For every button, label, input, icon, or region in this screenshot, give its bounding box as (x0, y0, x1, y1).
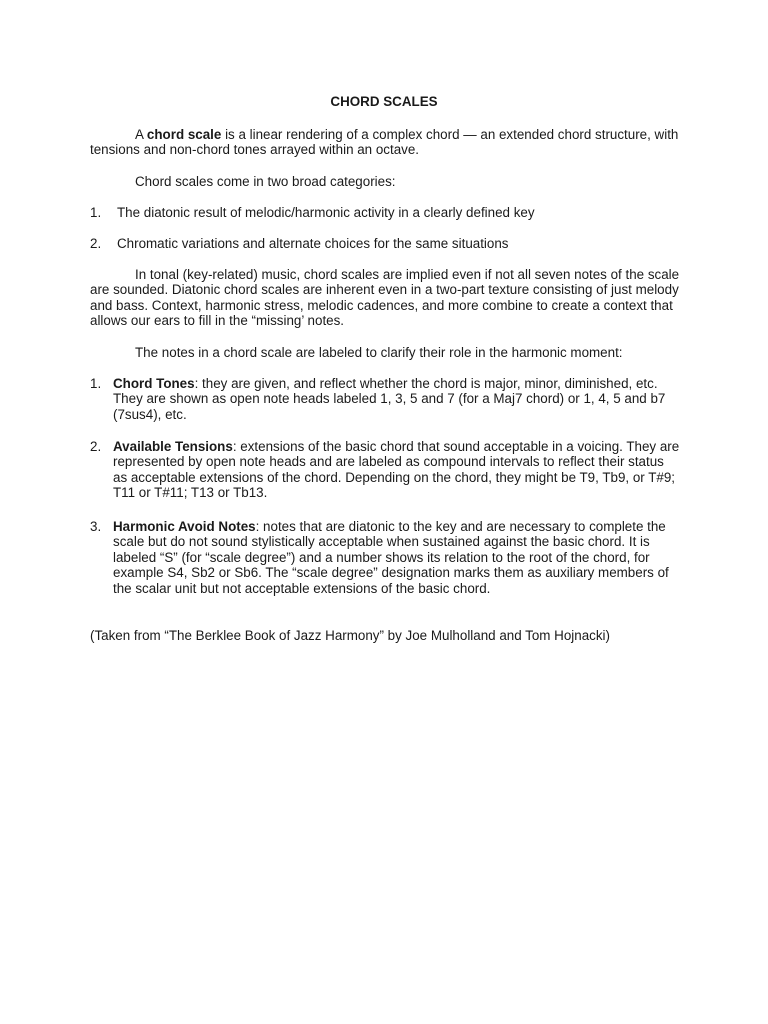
category-number: 1. (90, 205, 102, 220)
intro-pre: A (135, 127, 147, 142)
label-term: Available Tensions (113, 439, 233, 454)
label-term: Chord Tones (113, 376, 195, 391)
source-citation: (Taken from “The Berklee Book of Jazz Harmony” by Joe Mulholland and Tom Hojnacki) (90, 628, 610, 643)
label-text: : notes that are diatonic to the key and are necessary to complete the scale but do not sound stylistically acceptable when sustained against the basic chord. It is labeled “S” (for “scale degree”) and a number shows its relation to the root of the chord, for example S4, Sb2 or Sb6. The “scale degree” designation marks them as auxiliary members of the scalar unit but not acceptable extensions of the basic chord. (113, 519, 669, 596)
label-number: 3. (90, 519, 102, 534)
label-body (113, 519, 680, 596)
category-text: Chromatic variations and alternate choices for the same situations (117, 236, 509, 251)
page-title: CHORD SCALES (330, 94, 438, 109)
label-text: : they are given, and reflect whether the chord is major, minor, diminished, etc. They are shown as open note heads labeled 1, 3, 5 and 7 (for a Maj7 chord) or 1, 4, 5 and b7 (7sus4), etc. (113, 376, 666, 422)
intro-post: is a linear rendering of a complex chord — an extended chord structure, with tensions and non-chord tones arrayed within an octave. (90, 127, 679, 158)
label-number: 2. (90, 439, 102, 454)
label-body (113, 439, 680, 501)
categories-intro: Chord scales come in two broad categories: (135, 174, 396, 189)
category-item (90, 236, 680, 251)
category-item (90, 205, 680, 220)
category-text: The diatonic result of melodic/harmonic activity in a clearly defined key (117, 205, 535, 220)
labels-intro: The notes in a chord scale are labeled to clarify their role in the harmonic moment: (135, 345, 623, 360)
label-item-harmonic-avoid-notes (90, 519, 680, 596)
tonal-paragraph: In tonal (key-related) music, chord scales are implied even if not all seven notes of the scale are sounded. Diatonic chord scales are inherent even in a two-part texture consisting of just melody and bass. Context, harmonic stress, melodic cadences, and more combine to create a context that allows our ears to fill in the “missing’ notes. (90, 267, 680, 329)
label-body (113, 376, 680, 422)
intro-term: chord scale (146, 127, 222, 142)
category-number: 2. (90, 236, 102, 251)
label-text: : extensions of the basic chord that sound acceptable in a voicing. They are represented by open note heads and are labeled as compound intervals to reflect their status as acceptable extensions of the chord. Depending on the chord, they might be T9, Tb9, or T#9; T11 or T#11; T13 or Tb13. (113, 439, 680, 501)
label-number: 1. (90, 376, 102, 391)
label-term: Harmonic Avoid Notes (113, 519, 256, 534)
label-item-chord-tones (90, 376, 680, 422)
label-item-available-tensions (90, 439, 680, 501)
intro-paragraph (90, 127, 680, 158)
